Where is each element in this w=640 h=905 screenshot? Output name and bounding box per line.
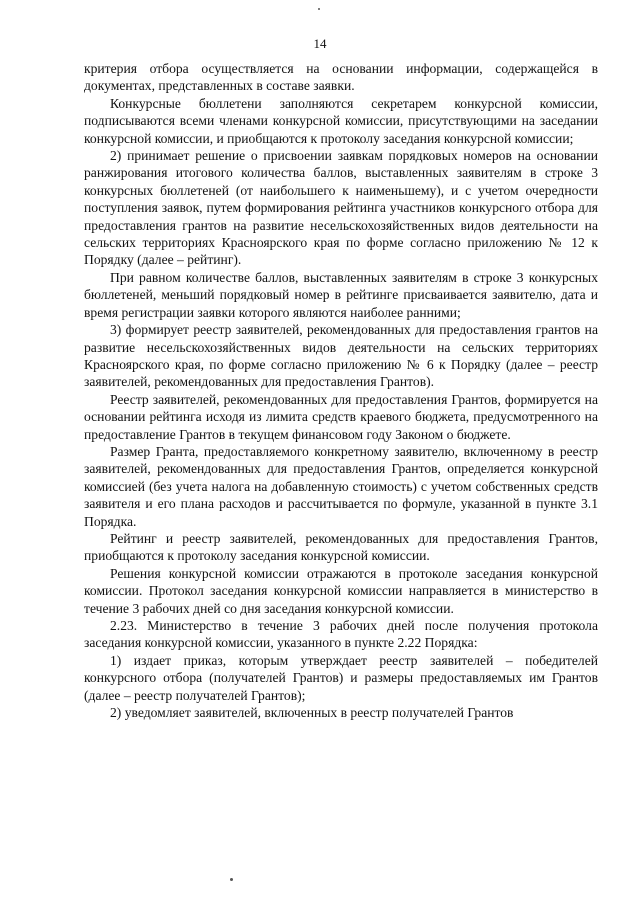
paragraph-ballots: Конкурсные бюллетени заполняются секретарем конкурсной комиссии, подписываются всеми членами конкурсной комиссии, присутствующими на заседании конкурсной комиссии, и приобщаются к протоколу заседания конкурсной комиссии; — [84, 95, 598, 146]
paragraph-continuation: критерия отбора осуществляется на основании информации, содержащейся в документах, представленных в составе заявки. — [84, 61, 598, 94]
scan-dot — [318, 8, 320, 10]
paragraph-grant-size: Размер Гранта, предоставляемого конкретному заявителю, включенному в реестр заявителей, рекомендованных для предоставления Грантов, определяется конкурсной комиссией (без учета налога на добавленную стоимость) с учетом собственных средств заявителя и его плана расходов и рассчитывается по формуле, указанной в пункте 3.1 Порядка. — [84, 443, 598, 529]
paragraph-registry-formation: Реестр заявителей, рекомендованных для предоставления Грантов, формируется на основании рейтинга исходя из лимита средств краевого бюджета, предусмотренного на предоставление Грантов в текущем финансовом году Законом о бюджете. — [84, 391, 598, 442]
paragraph-item-2-notify: 2) уведомляет заявителей, включенных в реестр получателей Грантов — [110, 705, 514, 721]
scan-dot — [230, 878, 233, 881]
paragraph-item-2-ranking: 2) принимает решение о присвоении заявкам порядковых номеров на основании ранжирования итогового количества баллов, выставленных заявителям в строке 3 конкурсных бюллетеней (от наибольшего к наименьшему), и с учетом очередности поступления заявок, путем формирования рейтинга участников конкурсного отбора для предоставления грантов на развитие несельскохозяйственных видов деятельности на сельских территориях Красноярского края по форме согласно приложению № 12 к Порядку (далее – рейтинг). — [84, 148, 598, 268]
page-number: 14 — [313, 36, 327, 51]
paragraph-rating-attachment: Рейтинг и реестр заявителей, рекомендованных для предоставления Грантов, приобщаются к протоколу заседания конкурсной комиссии. — [84, 530, 598, 564]
paragraph-section-2-23: 2.23. Министерство в течение 3 рабочих дней после получения протокола заседания конкурсной комиссии, указанного в пункте 2.22 Порядка: — [84, 618, 598, 651]
paragraph-equal-points: При равном количестве баллов, выставленных заявителям в строке 3 конкурсных бюллетеней, меньший порядковый номер в рейтинге присваивается заявителю, дата и время регистрации заявки которого являются наиболее ранними; — [84, 269, 598, 320]
paragraph-item-3-registry: 3) формирует реестр заявителей, рекомендованных для предоставления грантов на развитие несельскохозяйственных видов деятельности на сельских территориях Красноярского края, по форме согласно приложению № 6 к Порядку (далее – реестр заявителей, рекомендованных для предоставления Грантов). — [84, 322, 598, 390]
document-body — [84, 60, 598, 721]
paragraph-item-1-order: 1) издает приказ, которым утверждает реестр заявителей – победителей конкурсного отбора (получателей Грантов) и размеры предоставляемых им Грантов (далее – реестр получателей Грантов); — [84, 652, 598, 703]
paragraph-commission-decisions: Решения конкурсной комиссии отражаются в протоколе заседания конкурсной комиссии. Протокол заседания конкурсной комиссии направляется в министерство в течение 3 рабочих дней со дня заседания конкурсной комиссии. — [84, 565, 598, 616]
